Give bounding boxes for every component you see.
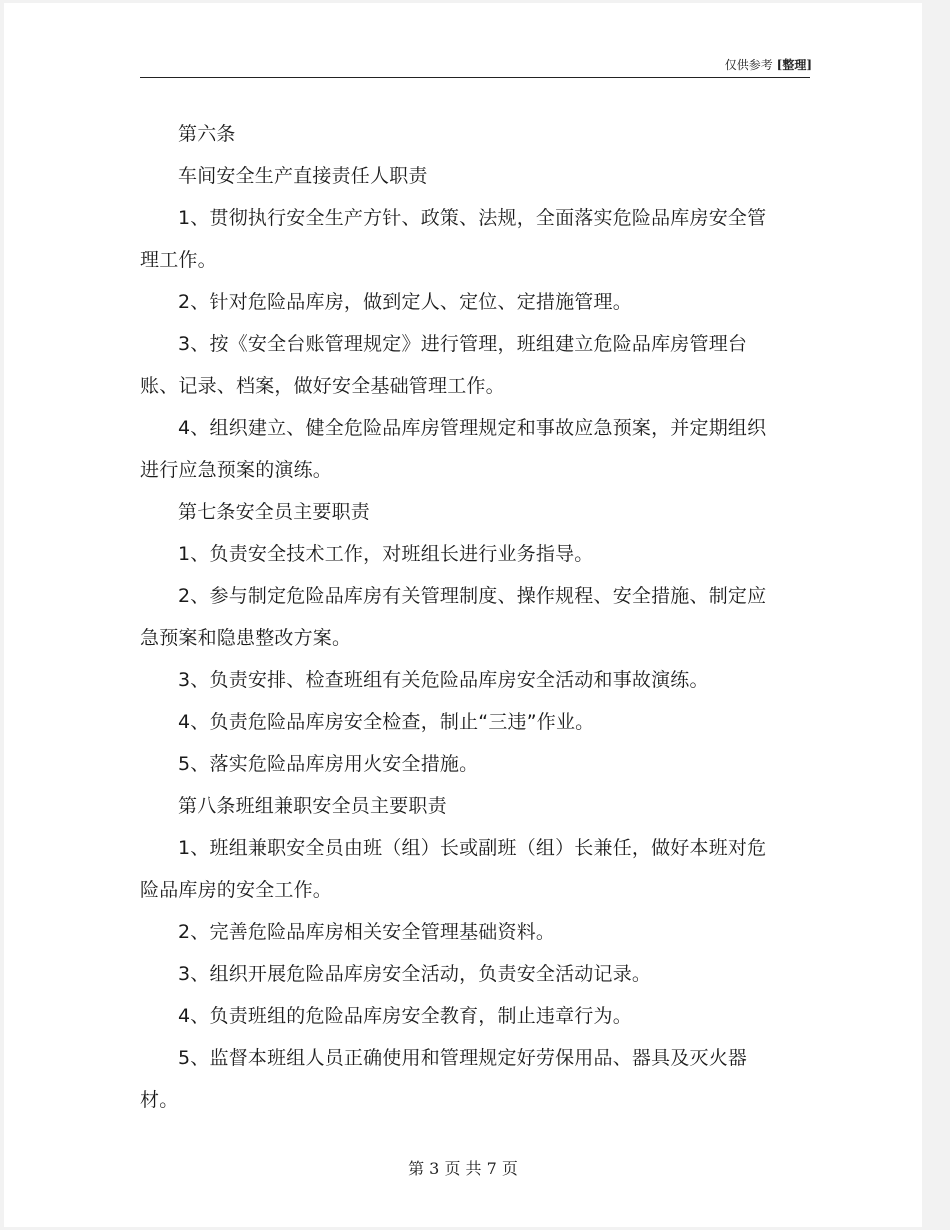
paragraph: 2、完善危险品库房相关安全管理基础资料。 bbox=[178, 921, 556, 943]
header-rule bbox=[140, 77, 810, 78]
paragraph: 3、组织开展危险品库房安全活动，负责安全活动记录。 bbox=[178, 963, 652, 985]
paragraph: 5、监督本班组人员正确使用和管理规定好劳保用品、器具及灭火器材。 bbox=[140, 1047, 748, 1111]
paragraph: 2、参与制定危险品库房有关管理制度、操作规程、安全措施、制定应急预案和隐患整改方案。 bbox=[140, 585, 767, 649]
paragraph: 1、负责安全技术工作，对班组长进行业务指导。 bbox=[178, 543, 594, 565]
article-heading: 第七条安全员主要职责 bbox=[178, 501, 371, 523]
paragraph: 4、负责危险品库房安全检查，制止“三违”作业。 bbox=[178, 711, 595, 733]
paragraph: 4、负责班组的危险品库房安全教育，制止违章行为。 bbox=[178, 1005, 632, 1027]
paragraph: 1、班组兼职安全员由班（组）长或副班（组）长兼任，做好本班对危险品库房的安全工作。 bbox=[140, 837, 767, 901]
page-number: 第 3 页 共 7 页 bbox=[408, 1159, 518, 1178]
document-page bbox=[4, 3, 922, 1227]
document-body bbox=[140, 113, 772, 1121]
header-note-tag: [整理] bbox=[776, 58, 812, 72]
paragraph: 2、针对危险品库房，做到定人、定位、定措施管理。 bbox=[178, 291, 632, 313]
article-heading: 第八条班组兼职安全员主要职责 bbox=[178, 795, 447, 817]
article-heading: 第六条 bbox=[178, 123, 236, 145]
header-note-text: 仅供参考 bbox=[724, 58, 773, 72]
paragraph: 1、贯彻执行安全生产方针、政策、法规，全面落实危险品库房安全管理工作。 bbox=[140, 207, 767, 271]
paragraph: 4、组织建立、健全危险品库房管理规定和事故应急预案，并定期组织进行应急预案的演练。 bbox=[140, 417, 767, 481]
paragraph: 3、按《安全台账管理规定》进行管理，班组建立危险品库房管理台账、记录、档案，做好安全基础管理工作。 bbox=[140, 333, 748, 397]
paragraph: 5、落实危险品库房用火安全措施。 bbox=[178, 753, 479, 775]
paragraph: 3、负责安排、检查班组有关危险品库房安全活动和事故演练。 bbox=[178, 669, 709, 691]
header-note bbox=[725, 56, 812, 73]
section-heading: 车间安全生产直接责任人职责 bbox=[178, 165, 428, 187]
